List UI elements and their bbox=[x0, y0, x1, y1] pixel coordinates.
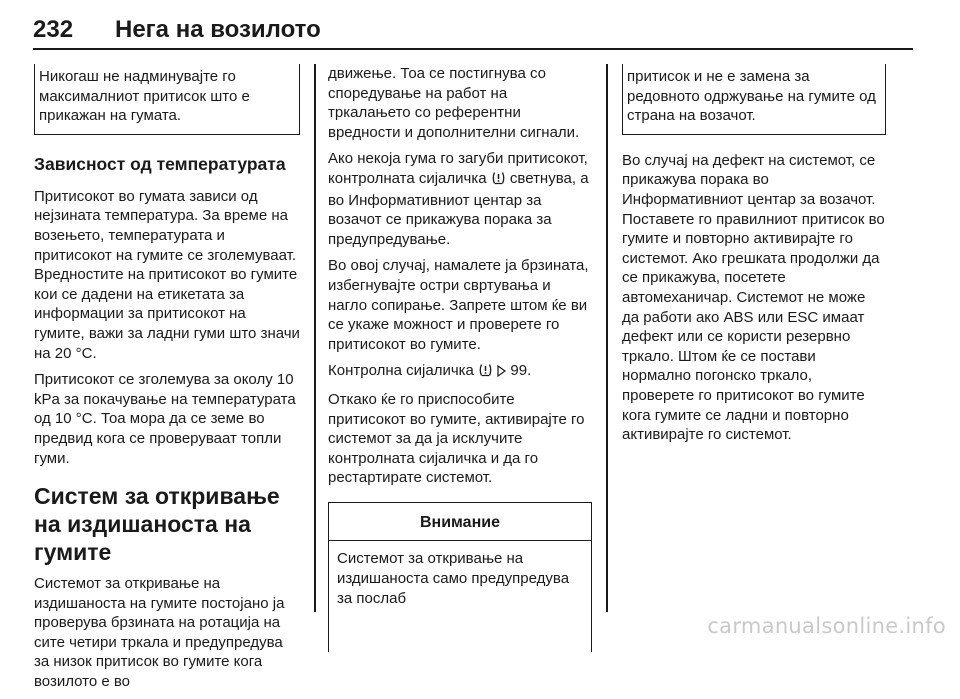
paragraph-text: светнува, а во Информативниот центар за возачот се прикажува порака за предупредување. bbox=[328, 169, 589, 248]
column-2 bbox=[328, 64, 592, 652]
column-divider-2 bbox=[606, 64, 608, 612]
paragraph-text: Контролна сијаличка bbox=[328, 362, 474, 380]
note-box-continued bbox=[34, 64, 300, 135]
warning-box-text: притисок и не е замена за редовното одржување на гумите од страна на возачот. bbox=[627, 68, 876, 125]
paragraph bbox=[328, 149, 592, 249]
section-heading-deflation-detection: Систем за откривање на издишаноста на гумите bbox=[34, 483, 280, 566]
paragraph: Притисокот во гумата зависи од нејзината температура. За време на возењето, температурата и притисокот на гумите се зголемуваат. Вредностите на притисокот во гумите кои се дадени на етикетата за информации за притисокот на гумите, важи за ладни гуми што значи на 20 °C. bbox=[34, 187, 300, 362]
warning-box bbox=[328, 502, 592, 652]
warning-box-continued bbox=[622, 64, 886, 135]
paragraph-text: Ако некоја гума го загуби притисокот, контролната сијаличка bbox=[328, 150, 588, 187]
warning-title: Внимание bbox=[329, 503, 591, 542]
watermark: carmanualsonline.info bbox=[707, 614, 946, 638]
triangle-reference-icon[interactable] bbox=[497, 363, 506, 383]
column-3 bbox=[622, 64, 886, 452]
tyre-pressure-warning-icon bbox=[478, 363, 493, 383]
column-divider-1 bbox=[314, 64, 316, 612]
section-heading-temperature: Зависност од температурата bbox=[34, 153, 286, 174]
paragraph: Откако ќе го приспособите притисокот во гумите, активирајте го системот за да ја исклучите контролната сијаличка и да го рестартирате системот. bbox=[328, 390, 585, 487]
column-1 bbox=[34, 64, 300, 699]
page-reference-link[interactable]: 99. bbox=[510, 362, 532, 380]
paragraph: Во овој случај, намалете ја брзината, избегнувајте остри свртувања и нагло сопирање. Запрете штом ќе ви се укаже можност и проверете го притисокот во гумите. bbox=[328, 257, 589, 353]
note-box-text: Никогаш не надминувајте го максималниот притисок што е прикажан на гумата. bbox=[39, 68, 250, 125]
chapter-title: Нега на возилото bbox=[115, 16, 321, 43]
page-number: 232 bbox=[33, 16, 74, 43]
page-header bbox=[33, 14, 913, 50]
paragraph: Системот за откривање на издишаноста на гумите постојано ја проверува брзината на ротација на сите четири тркала и предупредува за низок притисок во гумите кога возилото е во bbox=[34, 575, 285, 691]
paragraph: Притисокот се зголемува за околу 10 kPa за покачување на температурата од 10 °C. Тоа мора да се земе во предвид кога се проверуваат топли гуми. bbox=[34, 371, 296, 467]
paragraph bbox=[328, 361, 592, 383]
warning-text: Системот за откривање на издишаноста само предупредува за послаб bbox=[337, 550, 570, 607]
paragraph: Во случај на дефект на системот, се прикажува порака во Информативниот центар за возачот. Поставете го правилниот притисок во гумите и повторно активирајте го системот. Ако грешката продолжи да се прикажува, посетете автомеханичар. Системот не може да работи ако ABS или ESC имаат дефект или се користи резервно тркало. Штом ќе се постави нормално погонско тркало, проверете го притисокот во гумите кога гумите се ладни и повторно активирајте го системот. bbox=[622, 151, 885, 444]
paragraph: движење. Тоа се постигнува со споредување на работ на тркалањето со референтни вредности и дополнителни сигнали. bbox=[328, 65, 580, 141]
tyre-pressure-warning-icon bbox=[491, 171, 506, 191]
header-rule bbox=[33, 48, 913, 50]
